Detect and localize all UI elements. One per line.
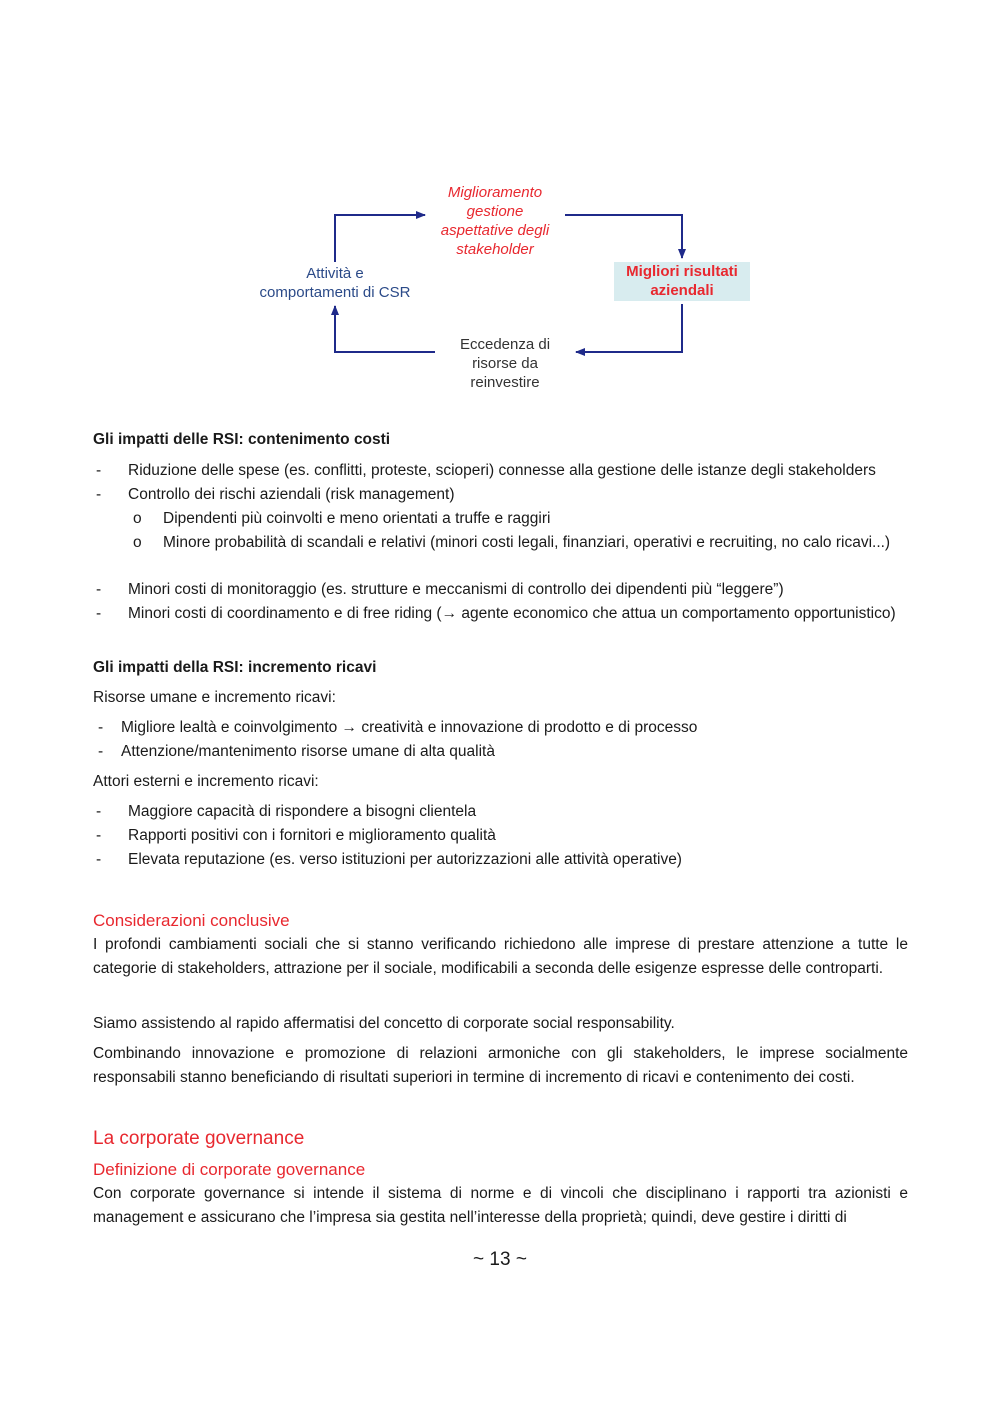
ext-intro: Attori esterni e incremento ricavi: [93, 773, 319, 790]
arrow-top-to-right [565, 215, 682, 258]
arrow-right-to-bottom [576, 304, 682, 352]
circle-bullet: o [133, 510, 142, 527]
paragraph: Combinando innovazione e promozione di relazioni armoniche con gli stakeholders, le imprese socialmente responsabili stanno beneficiando di risultati superiori in termine di incremento di ricavi e contenimento dei costi. [93, 1045, 908, 1086]
dash-bullet: - [98, 719, 104, 736]
dash-bullet: - [96, 827, 102, 844]
dash-bullet: - [96, 605, 102, 622]
sub-list-item: o Minore probabilità di scandali e relativi (minori costi legali, finanziari, operativi e recruiting, no calo ricavi...) [93, 531, 908, 579]
dash-bullet: - [96, 851, 102, 868]
csr-cycle-diagram [0, 0, 1000, 410]
dash-bullet: - [96, 462, 102, 479]
hr-intro: Risorse umane e incremento ricavi: [93, 689, 336, 706]
diagram-node-improvement: Miglioramento gestione aspettative degli stakeholder [440, 184, 550, 258]
dash-bullet: - [96, 486, 102, 503]
paragraph: Siamo assistendo al rapido affermatisi del concetto di corporate social responsability. [93, 1015, 675, 1032]
heading-governance: La corporate governance [93, 1128, 305, 1149]
dash-bullet: - [96, 581, 102, 598]
circle-bullet: o [133, 534, 142, 551]
diagram-node-results: Migliori risultati aziendali [614, 262, 750, 301]
section-title-costs: Gli impatti delle RSI: contenimento costi [93, 431, 391, 448]
dash-bullet: - [96, 803, 102, 820]
section-title-revenue: Gli impatti della RSI: incremento ricavi [93, 659, 377, 676]
diagram-node-csr-activities: Attività e comportamenti di CSR [259, 265, 411, 301]
diagram-node-surplus: Eccedenza di risorse da reinvestire [459, 336, 551, 391]
heading-conclusions: Considerazioni conclusive [93, 911, 290, 930]
arrow-bottom-to-left [335, 306, 435, 352]
paragraph: Con corporate governance si intende il sistema di norme e di vincoli che disciplinano i rapporti tra azionisti e management e assicurano che l’impresa sia gestita nell’interesse della proprietà; quindi, deve gestire i diritti di [93, 1185, 908, 1226]
dash-bullet: - [98, 743, 104, 760]
paragraph: I profondi cambiamenti sociali che si stanno verificando richiedono alle imprese di prestare attenzione a tutte le categorie di stakeholders, attrazione per il sociale, modificabili a seconda delle esigenze espresse delle controparti. [93, 936, 908, 977]
page-number: ~ 13 ~ [473, 1249, 527, 1270]
subheading-governance-definition: Definizione di corporate governance [93, 1160, 366, 1179]
list-item: - Minori costi di coordinamento e di free riding (→ agente economico che attua un comportamento opportunistico) [93, 602, 908, 650]
